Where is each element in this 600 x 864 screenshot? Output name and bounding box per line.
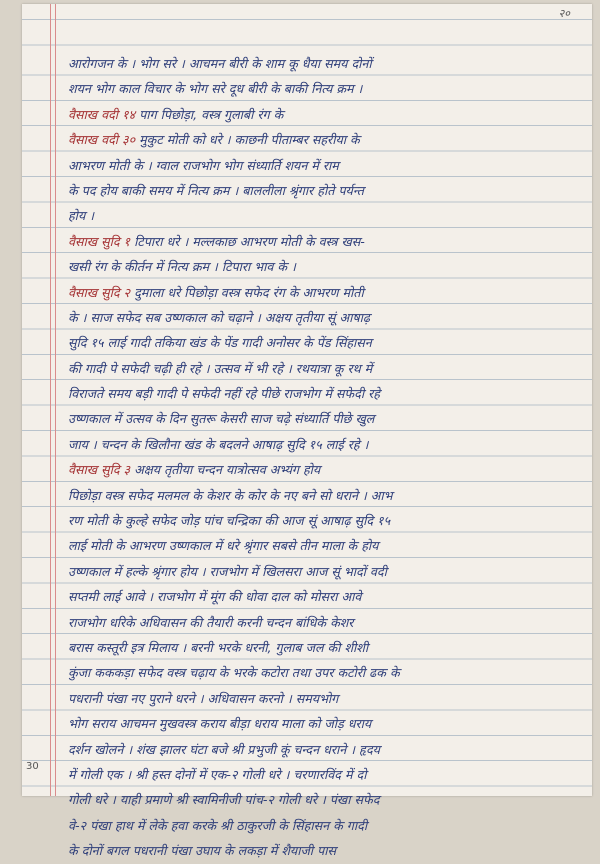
text-line: सप्तमी लाई आवे । राजभोग में मूंग की धोवा दाल को मोसरा आवे bbox=[68, 589, 362, 605]
text-line: जाय । चन्दन के खिलौना खंड के बदलने आषाढ़ सुदि १५ लाई रहे । bbox=[68, 436, 369, 452]
text-line: के पद होय बाकी समय में नित्य क्रम । बाललीला श्रृंगार होते पर्यन्त bbox=[68, 182, 364, 198]
page-number: २० bbox=[558, 7, 570, 20]
handwritten-text-block bbox=[68, 51, 588, 864]
date-heading: वैसाख सुदि १ bbox=[68, 233, 131, 249]
date-heading-line bbox=[68, 102, 588, 127]
text-line: भोग सराय आचमन मुखवस्त्र कराय बीड़ा धराय माला को जोड़ धराय bbox=[68, 716, 372, 732]
margin-line bbox=[50, 4, 51, 796]
text-line: के दोनों बगल पधरानी पंखा उघाय के लकड़ा में शैयाजी पास bbox=[68, 843, 336, 859]
line-text: टिपारा धरे । मल्लकाछ आभरण मोती के वस्त्र खस- bbox=[130, 233, 365, 249]
text-line: पिछोड़ा वस्त्र सफेद मलमल के केशर के कोर के नए बने सो धराने । आभ bbox=[68, 487, 393, 503]
text-line: लाई मोती के आभरण उष्णकाल में धरे श्रृंगार सबसे तीन माला के होय bbox=[68, 538, 379, 554]
date-heading: वैसाख वदी १४ bbox=[68, 106, 136, 122]
text-line: बरास कस्तूरी इत्र मिलाय । बरनी भरके धरनी, गुलाब जल की शीशी bbox=[68, 639, 369, 655]
line-text: पाग पिछोड़ा, वस्त्र गुलाबी रंग के bbox=[135, 106, 284, 122]
text-line: खसी रंग के कीर्तन में नित्य क्रम । टिपारा भाव के । bbox=[68, 259, 296, 275]
date-heading: वैसाख वदी ३० bbox=[68, 132, 136, 148]
line-text: मुकुट मोती को धरे । काछनी पीताम्बर सहरीया के bbox=[135, 132, 360, 148]
text-line: होय । bbox=[68, 208, 95, 224]
text-line: रण मोती के कुल्हे सफेद जोड़ पांच चन्द्रिका की आज सूं आषाढ़ सुदि १५ bbox=[68, 513, 391, 529]
text-line: के । साज सफेद सब उष्णकाल को चढ़ाने । अक्षय तृतीया सूं आषाढ़ bbox=[68, 309, 370, 325]
text-line: शयन भोग काल विचार के भोग सरे दूध बीरी के बाकी नित्य क्रम । bbox=[68, 81, 363, 97]
text-line: आरोगजन के । भोग सरे । आचमन बीरी के शाम कू धैया समय दोनों bbox=[68, 56, 372, 71]
text-line: पधरानी पंखा नए पुराने धरने । अधिवासन करनो । समयभोग bbox=[68, 690, 339, 706]
date-heading-line bbox=[68, 229, 588, 254]
date-heading-line bbox=[68, 457, 588, 482]
text-line: में गोली एक । श्री हस्त दोनों में एक-२ गोली धरे । चरणारविंद में दो bbox=[68, 766, 367, 782]
margin-line bbox=[55, 4, 56, 796]
text-line: गोली धरे । याही प्रमाणे श्री स्वामिनीजी पांच-२ गोली धरे । पंखा सफेद bbox=[68, 792, 380, 808]
text-line: उष्णकाल में उत्सव के दिन सुतरू केसरी साज चढ़े संध्यार्ति पीछे खुल bbox=[68, 411, 375, 427]
date-heading: वैसाख सुदि ३ bbox=[68, 462, 131, 478]
text-line: कुंजा कककड़ा सफेद वस्त्र चढ़ाय के भरके कटोरा तथा उपर कटोरी ढक के bbox=[68, 665, 400, 681]
text-line: दर्शन खोलने । शंख झालर घंटा बजे श्री प्रभुजी कूं चन्दन धराने । हृदय bbox=[68, 741, 380, 757]
text-line: की गादी पे सफेदी चढ़ी ही रहे । उत्सव में भी रहे । रथयात्रा कू रथ में bbox=[68, 360, 373, 376]
date-heading: वैसाख सुदि २ bbox=[68, 284, 131, 300]
text-line: विराजते समय बड़ी गादी पे सफेदी नहीं रहे पीछे राजभोग में सफेदी रहे bbox=[68, 386, 380, 402]
notebook-page bbox=[22, 4, 592, 859]
date-heading-line bbox=[68, 280, 588, 305]
text-line: आभरण मोती के । ग्वाल राजभोग भोग संध्यार्ति शयन में राम bbox=[68, 157, 339, 173]
left-margin-number: 30 bbox=[26, 761, 39, 772]
text-line: सुदि १५ लाई गादी तकिया खंड के पेंड गादी अनोसर के पेंड सिंहासन bbox=[68, 335, 372, 351]
line-text: अक्षय तृतीया चन्दन यात्रोत्सव अभ्यंग होय bbox=[130, 462, 321, 478]
text-line: राजभोग धरिके अधिवासन की तैयारी करनी चन्दन बांधिके केशर bbox=[68, 614, 354, 630]
date-heading-line bbox=[68, 127, 588, 152]
line-text: दुमाला धरे पिछोड़ा वस्त्र सफेद रंग के आभरण मोती bbox=[130, 284, 364, 300]
text-line: वे-२ पंखा हाथ में लेके हवा करके श्री ठाकुरजी के सिंहासन के गादी bbox=[68, 817, 368, 833]
text-line: उष्णकाल में हल्के श्रृंगार होय । राजभोग में खिलसरा आज सूं भादों वदी bbox=[68, 563, 387, 579]
